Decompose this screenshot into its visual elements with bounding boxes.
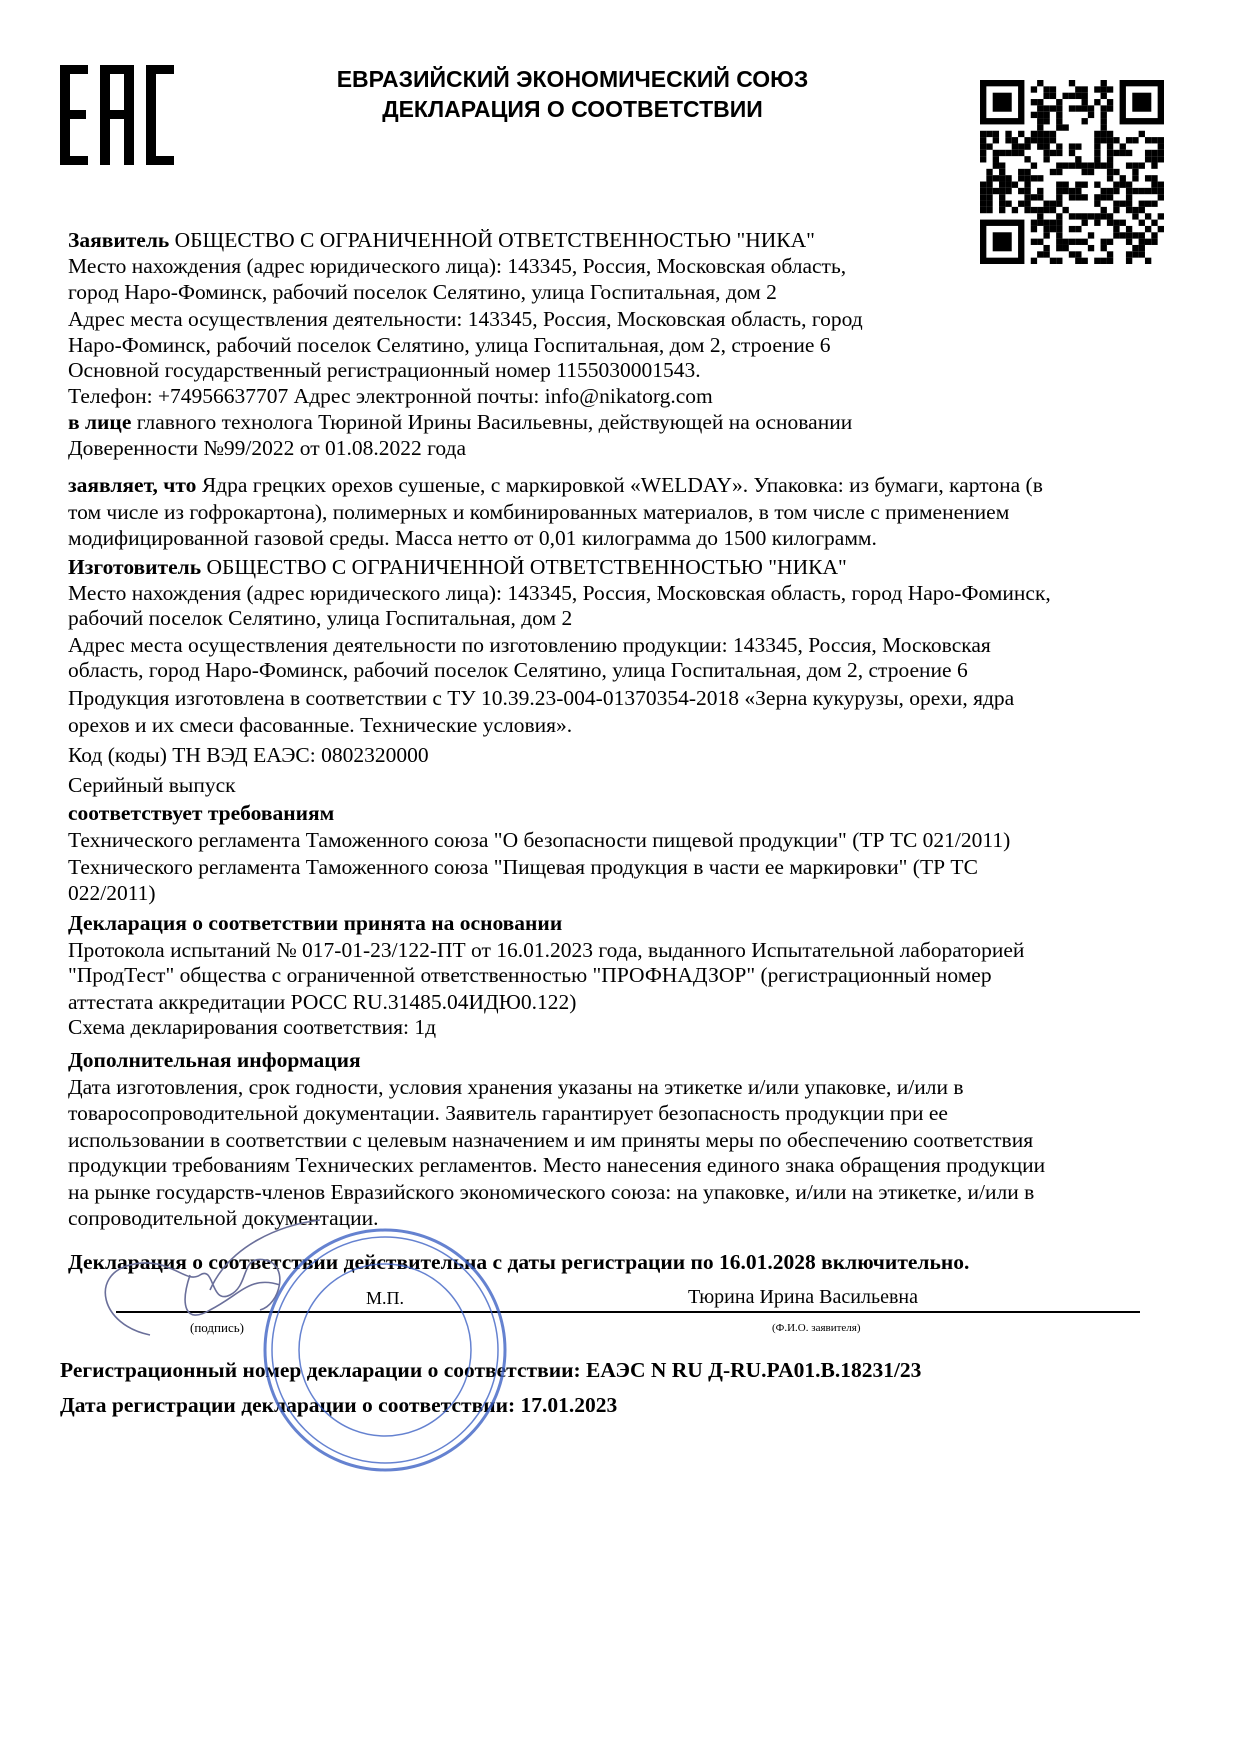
- signatory-name: Тюрина Ирина Васильевна: [688, 1286, 918, 1308]
- seal-place-label: М.П.: [366, 1288, 405, 1308]
- applicant-label: Заявитель: [68, 228, 170, 252]
- applicant-address: город Наро-Фоминск, рабочий поселок Селятино, улица Госпитальная, дом 2: [68, 280, 777, 304]
- additional-info-label: Дополнительная информация: [68, 1048, 361, 1072]
- applicant-name: ОБЩЕСТВО С ОГРАНИЧЕННОЙ ОТВЕТСТВЕННОСТЬЮ "НИКА": [169, 228, 815, 252]
- product-standard: орехов и их смеси фасованные. Технические условия».: [68, 713, 573, 737]
- additional-info-text: продукции требованиям Технических регламентов. Место нанесения единого знака обращения продукции: [68, 1153, 1046, 1177]
- applicant-address: Место нахождения (адрес юридического лица): 143345, Россия, Московская область,: [68, 254, 847, 278]
- representative-text: главного технолога Тюриной Ирины Васильевны, действующей на основании: [131, 410, 853, 434]
- applicant-line: [68, 228, 815, 252]
- product-declaration: [68, 473, 1043, 497]
- manufacturer-production-address: область, город Наро-Фоминск, рабочий поселок Селятино, улица Госпитальная, дом 2, строение 6: [68, 658, 968, 682]
- applicant-activity-address: Наро-Фоминск, рабочий поселок Селятино, улица Госпитальная, дом 2, строение 6: [68, 333, 831, 357]
- applicant-representative: [68, 410, 852, 434]
- document-title: ДЕКЛАРАЦИЯ О СООТВЕТСТВИИ: [382, 96, 763, 122]
- manufacturer-production-address: Адрес места осуществления деятельности по изготовлению продукции: 143345, Россия, Московская: [68, 633, 991, 657]
- additional-info-text: Дата изготовления, срок годности, условия хранения указаны на этикетке и/или упаковке, и/или в: [68, 1075, 964, 1099]
- manufacturer-address: Место нахождения (адрес юридического лица): 143345, Россия, Московская область, город Наро-Фоминск,: [68, 581, 1051, 605]
- additional-info-text: товаросопроводительной документации. Заявитель гарантирует безопасность продукции при ее: [68, 1101, 948, 1125]
- registration-number: Регистрационный номер декларации о соответствии: ЕАЭС N RU Д-RU.PA01.B.18231/23: [60, 1358, 922, 1382]
- additional-info-text: на рынке государств-членов Евразийского экономического союза: на упаковке, и/или на этикетке, и/или в: [68, 1180, 1035, 1204]
- applicant-ogrn: Основной государственный регистрационный номер 1155030001543.: [68, 358, 701, 382]
- test-protocol: аттестата аккредитации РОСС RU.31485.04ИДЮ0.122): [68, 990, 577, 1014]
- name-caption: (Ф.И.О. заявителя): [772, 1322, 861, 1334]
- product-text: Ядра грецких орехов сушеные, с маркировкой «WELDAY». Упаковка: из бумаги, картона (в: [196, 473, 1043, 497]
- requirements-label: соответствует требованиям: [68, 801, 335, 825]
- release-type: Серийный выпуск: [68, 773, 236, 797]
- qr-code[interactable]: [980, 80, 1164, 264]
- basis-label: Декларация о соответствии принята на основании: [68, 911, 563, 935]
- declaration-scheme: Схема декларирования соответствия: 1д: [68, 1015, 437, 1039]
- additional-info-text: сопроводительной документации.: [68, 1206, 379, 1230]
- registration-date: Дата регистрации декларации о соответствии: 17.01.2023: [60, 1393, 618, 1417]
- manufacturer-line: [68, 555, 847, 579]
- product-text: том числе из гофрокартона), полимерных и комбинированных материалов, в том числе с применением: [68, 500, 1010, 524]
- applicant-activity-address: Адрес места осуществления деятельности: 143345, Россия, Московская область, город: [68, 307, 863, 331]
- product-text: модифицированной газовой среды. Масса нетто от 0,01 килограмма до 1500 килограмм.: [68, 526, 877, 550]
- additional-info-text: использовании в соответствии с целевым назначением и им приняты меры по обеспечению соответствия: [68, 1128, 1034, 1152]
- test-protocol: Протокола испытаний № 017-01-23/122-ПТ от 16.01.2023 года, выданного Испытательной лабораторией: [68, 938, 1025, 962]
- power-of-attorney: Доверенности №99/2022 от 01.08.2022 года: [68, 436, 467, 460]
- requirement-item: Технического регламента Таможенного союза "Пищевая продукция в части ее маркировки" (ТР ТС: [68, 855, 978, 879]
- eac-logo: [60, 65, 174, 165]
- product-standard: Продукция изготовлена в соответствии с ТУ 10.39.23-004-01370354-2018 «Зерна кукурузы, орехи, ядра: [68, 686, 1015, 710]
- signature-caption: (подпись): [190, 1320, 244, 1335]
- test-protocol: "ПродТест" общества с ограниченной ответственностью "ПРОФНАДЗОР" (регистрационный номер: [68, 963, 992, 987]
- applicant-contacts: Телефон: +74956637707 Адрес электронной почты: info@nikatorg.com: [68, 384, 713, 408]
- requirement-item: Технического регламента Таможенного союза "О безопасности пищевой продукции" (ТР ТС 021/2011): [68, 828, 1011, 852]
- union-title: ЕВРАЗИЙСКИЙ ЭКОНОМИЧЕСКИЙ СОЮЗ: [336, 66, 809, 92]
- validity-period: Декларация о соответствии действительна с даты регистрации по 16.01.2028 включительно.: [68, 1250, 970, 1274]
- requirement-item: 022/2011): [68, 881, 156, 905]
- tn-ved-code: Код (коды) ТН ВЭД ЕАЭС: 0802320000: [68, 743, 429, 767]
- manufacturer-address: рабочий поселок Селятино, улица Госпитальная, дом 2: [68, 606, 573, 630]
- manufacturer-label: Изготовитель: [68, 555, 202, 579]
- representative-label: в лице: [68, 410, 132, 434]
- declares-label: заявляет, что: [68, 473, 197, 497]
- manufacturer-name: ОБЩЕСТВО С ОГРАНИЧЕННОЙ ОТВЕТСТВЕННОСТЬЮ "НИКА": [201, 555, 847, 579]
- handwritten-signature: [90, 1215, 350, 1355]
